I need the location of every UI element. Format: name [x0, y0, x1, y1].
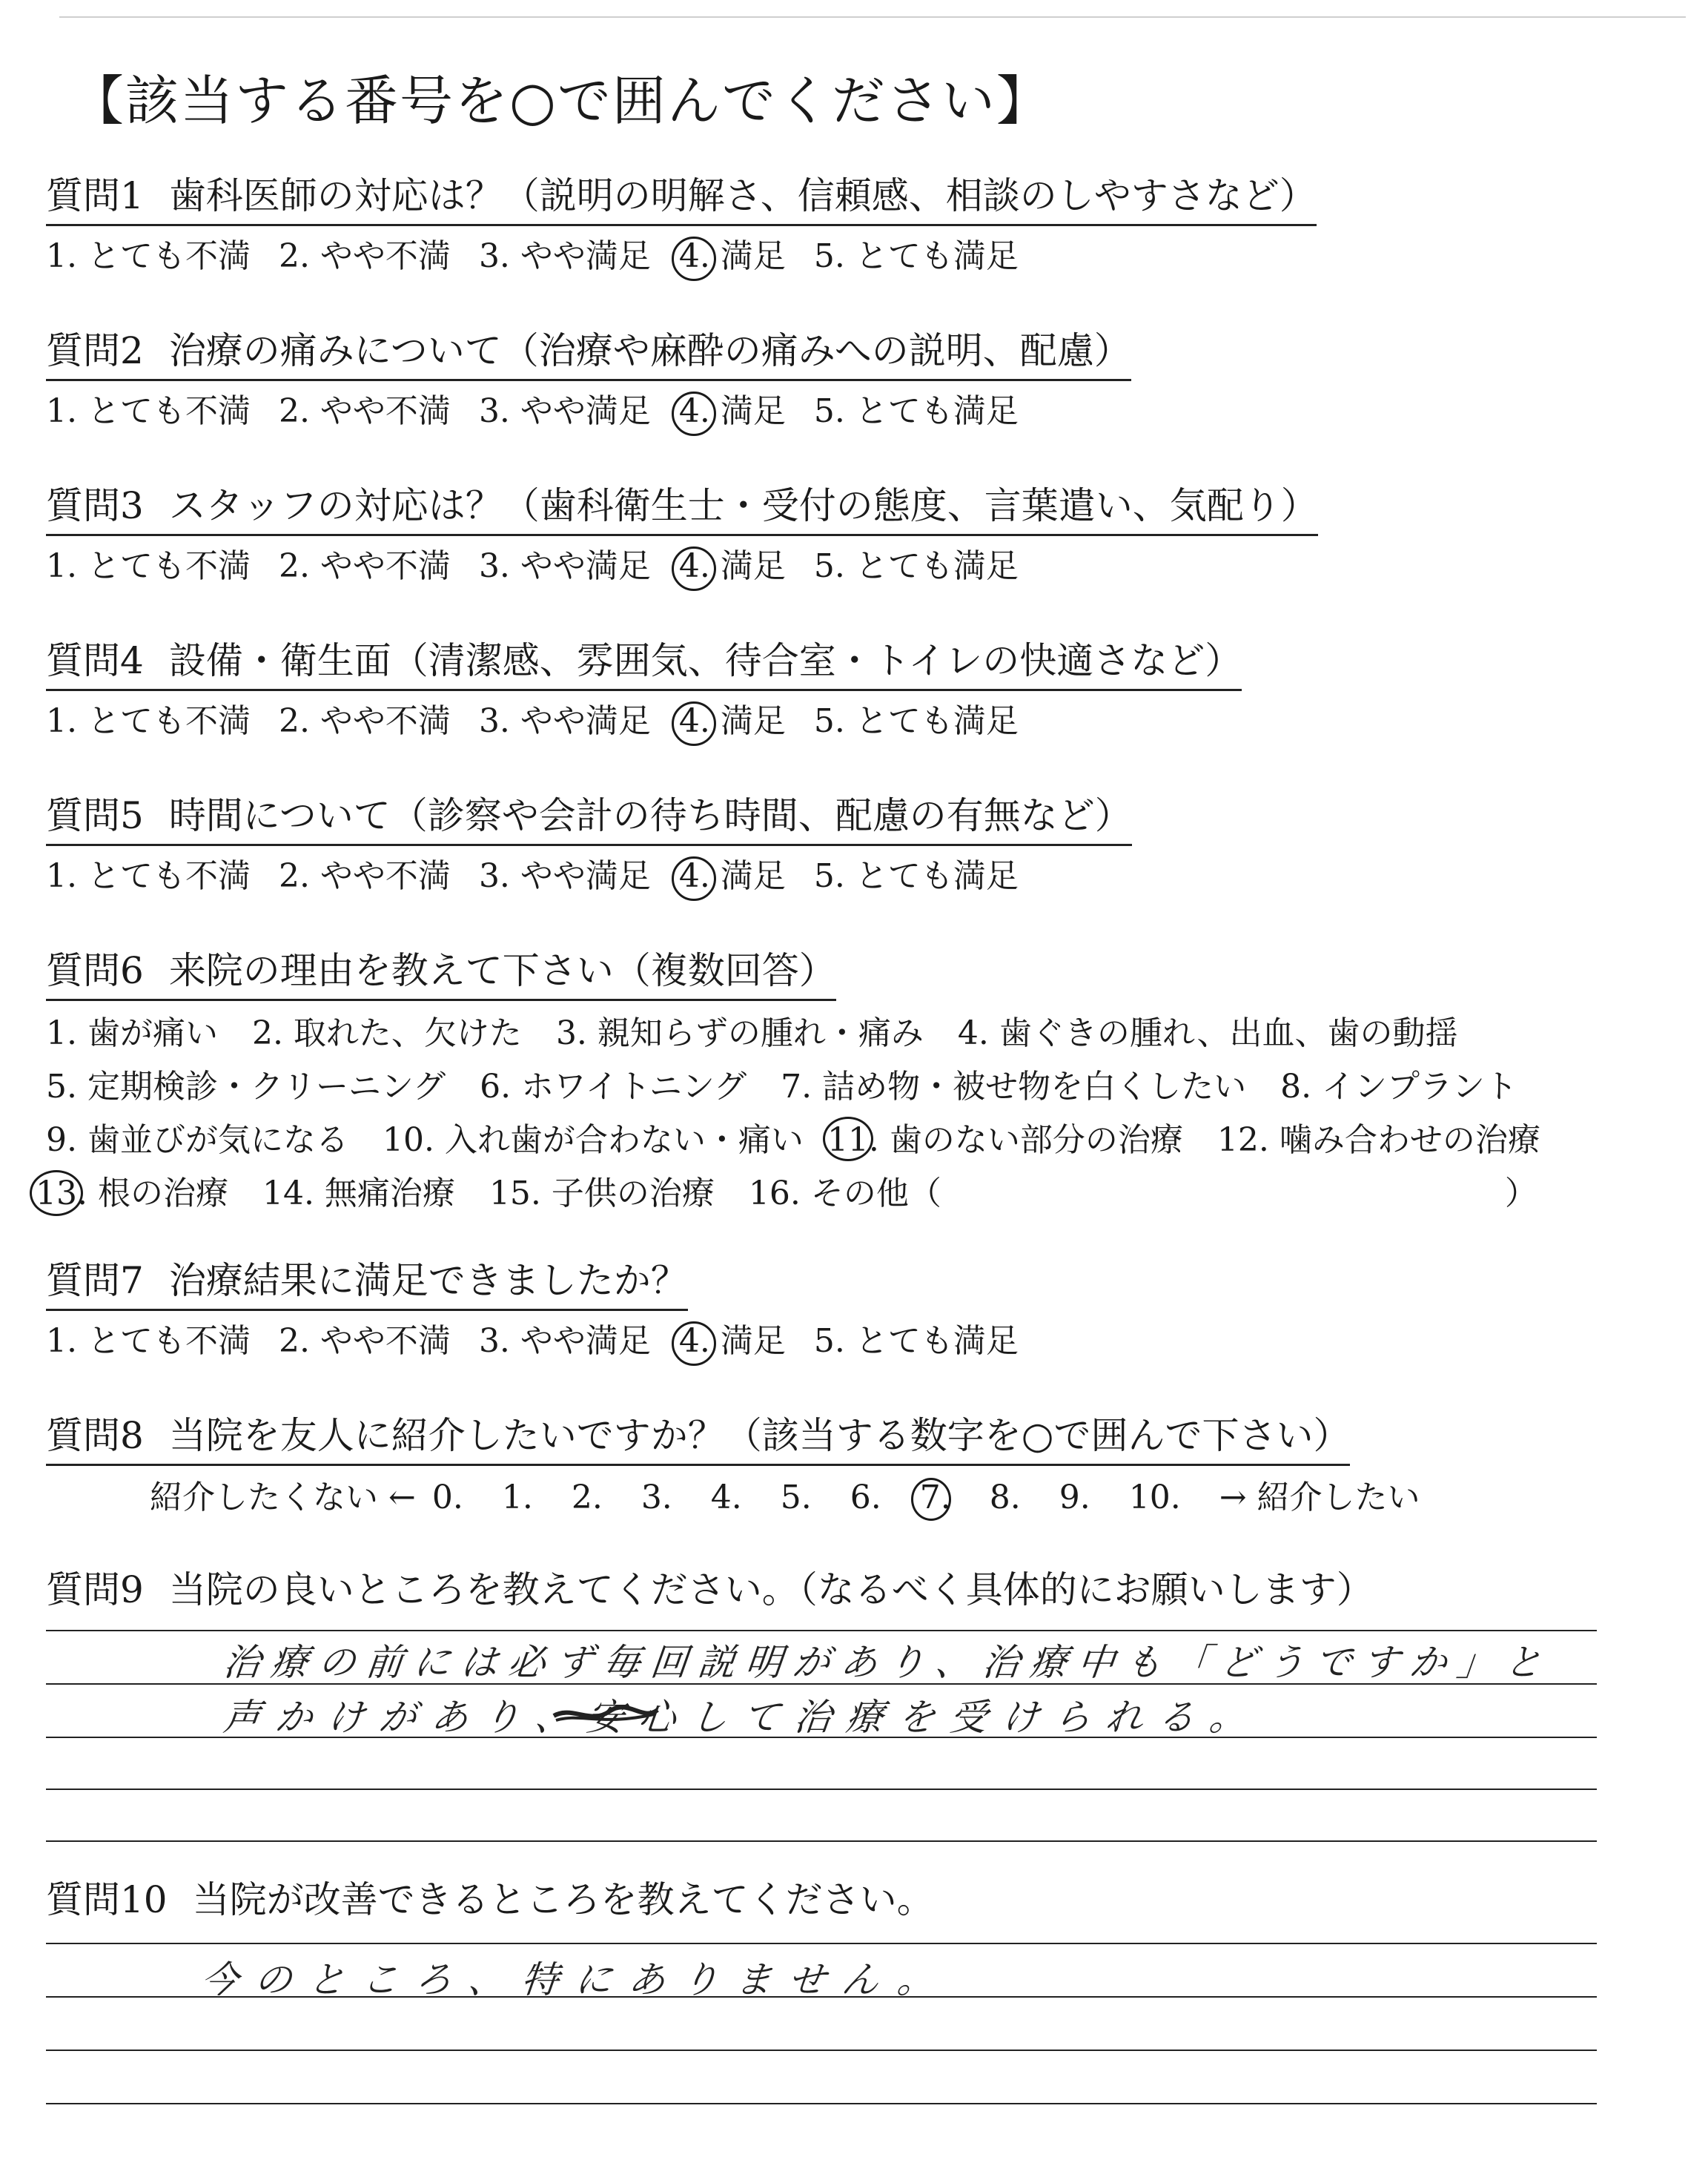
rating-option-selected [679, 853, 786, 899]
rating-option [279, 698, 451, 744]
scale-value [432, 1475, 463, 1521]
scale-value [502, 1475, 533, 1521]
scale-value [572, 1475, 603, 1521]
reason-option: 4. 歯ぐきの腫れ、出血、歯の動揺 [957, 1014, 1458, 1052]
question-heading [46, 1566, 1374, 1618]
rating-option [46, 389, 251, 435]
scale-value [990, 1475, 1021, 1521]
page-title: 【該当する番号を○で囲んでください】 [70, 70, 1051, 132]
question-2 [46, 327, 1664, 435]
scale-number: 6. [850, 1479, 881, 1516]
scale-number: 10. [1128, 1479, 1181, 1516]
rating-label: 4. 満足 [678, 237, 786, 275]
reason-row [46, 1060, 1664, 1114]
rating-label: 3. やや満足 [478, 392, 651, 430]
reason-option: 3. 親知らずの腫れ・痛み [555, 1014, 924, 1052]
question-number: 質問8 [46, 1414, 144, 1457]
crossed-out-scribble [550, 1700, 661, 1729]
rating-label: 1. とても不満 [46, 392, 251, 430]
question-number: 質問10 [46, 1878, 168, 1921]
scale-number: 5. [780, 1479, 812, 1516]
rating-label: 4. 満足 [678, 857, 786, 895]
rating-option [46, 1318, 251, 1364]
rating-option [479, 1318, 651, 1364]
reason-option: 12. 噛み合わせの治療 [1217, 1121, 1540, 1159]
rating-option-selected [679, 544, 786, 589]
rating-label: 5. とても満足 [813, 547, 1019, 585]
rating-label: 2. やや不満 [278, 392, 451, 430]
reason-option-other-close: ） [1504, 1175, 1537, 1212]
rating-label: 3. やや満足 [478, 857, 651, 895]
rating-option [46, 234, 251, 280]
reason-option: 10. 入れ歯が合わない・痛い [382, 1121, 804, 1159]
scale-value [1059, 1475, 1090, 1521]
rating-option-selected [679, 234, 786, 280]
question-number: 質問9 [46, 1568, 144, 1611]
writing-line [46, 1789, 1597, 1790]
rating-label: 1. とても不満 [46, 237, 251, 275]
selection-circle [30, 1170, 83, 1216]
selection-circle [672, 392, 716, 436]
rating-option-selected [679, 389, 786, 435]
writing-line [46, 1630, 1597, 1631]
scale-number: 3. [640, 1479, 672, 1516]
answer-area-q10 [46, 1928, 1597, 2150]
selection-circle [672, 546, 716, 591]
scale-number: 9. [1059, 1479, 1090, 1516]
question-heading [46, 1257, 688, 1311]
question-number: 質問7 [46, 1259, 144, 1302]
rating-option [814, 234, 1019, 280]
question-text: 治療結果に満足できましたか？ [168, 1259, 688, 1302]
question-text: 当院を友人に紹介したいですか？（該当する数字を○で囲んで下さい） [168, 1414, 1351, 1457]
rating-options [46, 544, 1664, 589]
rating-option [46, 544, 251, 589]
rating-option [814, 389, 1019, 435]
rating-label: 2. やや不満 [278, 1322, 451, 1360]
question-text: 当院の良いところを教えてください。（なるべく具体的にお願いします） [168, 1568, 1374, 1611]
rating-label: 1. とても不満 [46, 857, 251, 895]
rating-label: 3. やや満足 [478, 1322, 651, 1360]
rating-options [46, 234, 1664, 280]
question-4 [46, 637, 1664, 744]
reason-option: 7. 詰め物・被せ物を白くしたい [781, 1068, 1247, 1106]
rating-label: 3. やや満足 [478, 702, 651, 740]
rating-option [814, 544, 1019, 589]
question-text: 設備・衛生面（清潔感、雰囲気、待合室・トイレの快適さなど） [168, 639, 1242, 682]
rating-options [46, 389, 1664, 435]
rating-option [479, 389, 651, 435]
rating-option [46, 698, 251, 744]
question-heading [46, 172, 1317, 226]
selection-circle [823, 1117, 873, 1161]
reason-option: 9. 歯並びが気になる [46, 1121, 348, 1159]
rating-option [279, 234, 451, 280]
selection-circle [911, 1478, 951, 1521]
rating-option [279, 544, 451, 589]
handwritten-answer-line: 治療の前には必ず毎回説明があり、治療中も「どうですか」と [221, 1641, 1555, 1684]
question-number: 質問2 [46, 329, 144, 372]
question-text: 歯科医師の対応は？（説明の明解さ、信頼感、相談のしやすさなど） [168, 174, 1317, 217]
question-5 [46, 792, 1664, 899]
question-number: 質問1 [46, 174, 144, 217]
rating-label: 3. やや満足 [478, 237, 651, 275]
scale-value [711, 1475, 742, 1521]
rating-label: 5. とても満足 [813, 237, 1019, 275]
scale-value [641, 1475, 672, 1521]
scale-number: 4. [710, 1479, 742, 1516]
rating-label: 1. とても不満 [46, 1322, 251, 1360]
reason-row [36, 1167, 1664, 1221]
selection-circle [672, 237, 716, 281]
rating-options [46, 853, 1664, 899]
rating-label: 2. やや不満 [278, 547, 451, 585]
question-heading [46, 1876, 934, 1928]
rating-label: 4. 満足 [678, 1322, 786, 1360]
rating-option [279, 853, 451, 899]
rating-label: 5. とても満足 [813, 857, 1019, 895]
scale-number: 1. [501, 1479, 533, 1516]
scale-number: 7. [919, 1479, 951, 1516]
rating-label: 4. 満足 [678, 702, 786, 740]
rating-label: 5. とても満足 [813, 392, 1019, 430]
selection-circle [672, 1321, 716, 1366]
rating-label: 4. 満足 [678, 547, 786, 585]
question-text: 当院が改善できるところを教えてください。 [192, 1878, 934, 1921]
question-text: スタッフの対応は？（歯科衛生士・受付の態度、言葉遣い、気配り） [168, 484, 1318, 527]
reason-option-selected: 11. 歯のない部分の治療 [827, 1114, 1183, 1167]
rating-option [279, 389, 451, 435]
question-heading [46, 792, 1132, 846]
scale-value [850, 1475, 881, 1521]
rating-option [479, 544, 651, 589]
rating-option [279, 1318, 451, 1364]
rating-option-selected [679, 698, 786, 744]
question-number: 質問3 [46, 484, 144, 527]
question-9 [46, 1566, 1664, 1618]
writing-line [46, 1943, 1597, 1944]
recommend-scale [150, 1475, 1664, 1521]
scale-value-selected [920, 1475, 951, 1521]
rating-label: 1. とても不満 [46, 547, 251, 585]
rating-label: 2. やや不満 [278, 702, 451, 740]
question-number: 質問5 [46, 794, 144, 837]
reason-option-other: 16. その他（ [748, 1175, 941, 1212]
question-8 [46, 1412, 1664, 1521]
question-number: 質問6 [46, 949, 144, 992]
reason-row [46, 1007, 1664, 1060]
rating-option [46, 853, 251, 899]
rating-option [479, 853, 651, 899]
question-text: 時間について（診察や会計の待ち時間、配慮の有無など） [168, 794, 1132, 837]
scale-number: 8. [989, 1479, 1021, 1516]
rating-label: 5. とても満足 [813, 1322, 1019, 1360]
rating-label: 3. やや満足 [478, 547, 651, 585]
question-3 [46, 482, 1664, 589]
scale-values [432, 1475, 1219, 1521]
reason-option: 2. 取れた、欠けた [251, 1014, 522, 1052]
rating-options [46, 1318, 1664, 1364]
question-1 [46, 172, 1664, 280]
rating-option [479, 698, 651, 744]
rating-option [479, 234, 651, 280]
scale-right-label: → 紹介したい [1219, 1479, 1420, 1516]
scale-number: 0. [431, 1479, 463, 1516]
handwritten-answer-line: 声かけがあり、安心して治療を受けられる。 [221, 1696, 1264, 1739]
question-number: 質問4 [46, 639, 144, 682]
scale-number: 2. [571, 1479, 603, 1516]
writing-line [46, 2103, 1597, 2104]
reason-option: 5. 定期検診・クリーニング [46, 1068, 446, 1106]
reason-options [36, 1007, 1664, 1221]
question-text: 来院の理由を教えて下さい（複数回答） [168, 949, 836, 992]
writing-line [46, 1840, 1597, 1842]
rating-label: 2. やや不満 [278, 857, 451, 895]
selection-circle [672, 856, 716, 901]
scan-edge-line [59, 16, 1686, 18]
question-heading [46, 482, 1318, 536]
answer-area-q9 [46, 1616, 1597, 1854]
question-heading [46, 947, 836, 1001]
question-10 [46, 1876, 1664, 1928]
rating-label: 5. とても満足 [813, 702, 1019, 740]
reason-option: 6. ホワイトニング [480, 1068, 747, 1106]
scale-left-label: 紹介したくない ← [150, 1479, 416, 1516]
rating-label: 2. やや不満 [278, 237, 451, 275]
rating-option [814, 853, 1019, 899]
rating-option [814, 698, 1019, 744]
question-7 [46, 1257, 1664, 1364]
question-heading [46, 637, 1242, 691]
question-heading [46, 327, 1131, 381]
scale-value [1129, 1475, 1181, 1521]
scale-value [781, 1475, 812, 1521]
writing-line [46, 2050, 1597, 2051]
question-6 [36, 947, 1664, 1221]
selection-circle [672, 701, 716, 746]
rating-label: 4. 満足 [678, 392, 786, 430]
reason-option: 15. 子供の治療 [489, 1175, 715, 1212]
reason-option: 1. 歯が痛い [46, 1014, 218, 1052]
rating-option [814, 1318, 1019, 1364]
handwritten-answer-line: 今のところ、特にありません。 [199, 1958, 953, 2001]
rating-options [46, 698, 1664, 744]
rating-option-selected [679, 1318, 786, 1364]
reason-row [46, 1114, 1664, 1167]
question-heading [46, 1412, 1350, 1466]
reason-option: 8. インプラント [1280, 1068, 1518, 1106]
reason-option: 14. 無痛治療 [262, 1175, 455, 1212]
question-text: 治療の痛みについて（治療や麻酔の痛みへの説明、配慮） [168, 329, 1131, 372]
rating-label: 1. とても不満 [46, 702, 251, 740]
reason-option-selected: 13. 根の治療 [36, 1167, 228, 1221]
